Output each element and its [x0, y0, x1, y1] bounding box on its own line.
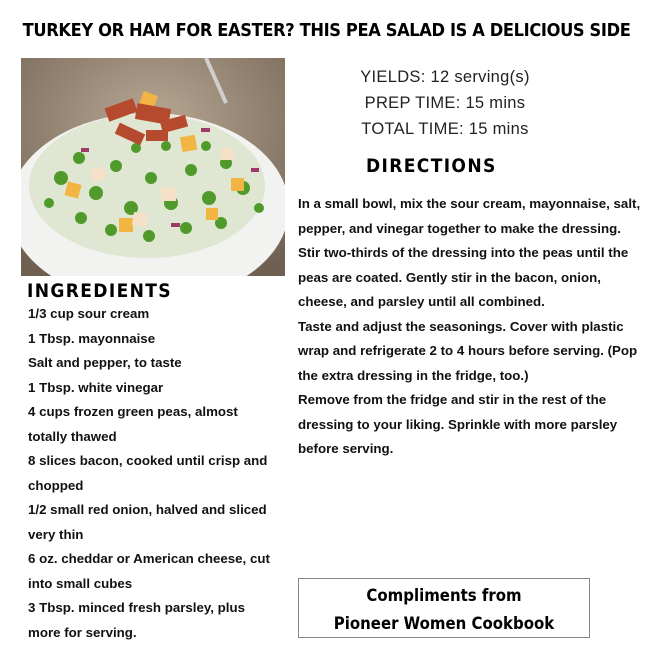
recipe-meta: [330, 64, 560, 142]
credit-line-1: Compliments from: [366, 586, 522, 606]
direction-step: Stir two-thirds of the dressing into the peas until the peas are coated. Gently stir in the bacon, onion, cheese, and parsley until all combined.: [298, 245, 629, 309]
direction-step: Taste and adjust the seasonings. Cover with plastic wrap and refrigerate 2 to 4 hours before serving. (Pop the extra dressing in the fridge, too.): [298, 318, 638, 383]
prep-time-text: PREP TIME: 15 mins: [364, 94, 526, 112]
ingredient-item: 6 oz. cheddar or American cheese, cut into small cubes: [28, 551, 270, 591]
ingredient-item: 4 cups frozen green peas, almost totally thawed: [28, 404, 238, 444]
total-time-text: TOTAL TIME: 15 mins: [361, 120, 529, 138]
ingredient-item: 1 Tbsp. white vinegar: [28, 379, 164, 395]
ingredient-item: 1/3 cup sour cream: [28, 306, 150, 321]
ingredient-item: 1 Tbsp. mayonnaise: [28, 330, 156, 346]
ingredient-item: Salt and pepper, to taste: [28, 355, 182, 370]
ingredient-item: 8 slices bacon, cooked until crisp and chopped: [28, 453, 268, 493]
yields-text: YIELDS: 12 serving(s): [360, 68, 530, 86]
page-title: TURKEY OR HAM FOR EASTER? THIS PEA SALAD IS A DELICIOUS SIDE: [22, 21, 631, 41]
ingredient-item: 3 Tbsp. minced fresh parsley, plus more for serving.: [28, 600, 246, 640]
directions-heading: DIRECTIONS: [366, 155, 497, 177]
directions-list: [298, 192, 643, 462]
credit-line-2: Pioneer Women Cookbook: [333, 614, 555, 634]
ingredients-list: [28, 302, 278, 645]
pea-salad-photo: [21, 58, 285, 276]
credit-box: [298, 578, 590, 638]
ingredients-heading: INGREDIENTS: [27, 280, 172, 302]
direction-step: Remove from the fridge and stir in the rest of the dressing to your liking. Sprinkle with more parsley before serving.: [298, 392, 618, 456]
direction-step: In a small bowl, mix the sour cream, mayonnaise, salt, pepper, and vinegar together to make the dressing.: [298, 196, 641, 236]
ingredient-item: 1/2 small red onion, halved and sliced very thin: [28, 502, 267, 542]
